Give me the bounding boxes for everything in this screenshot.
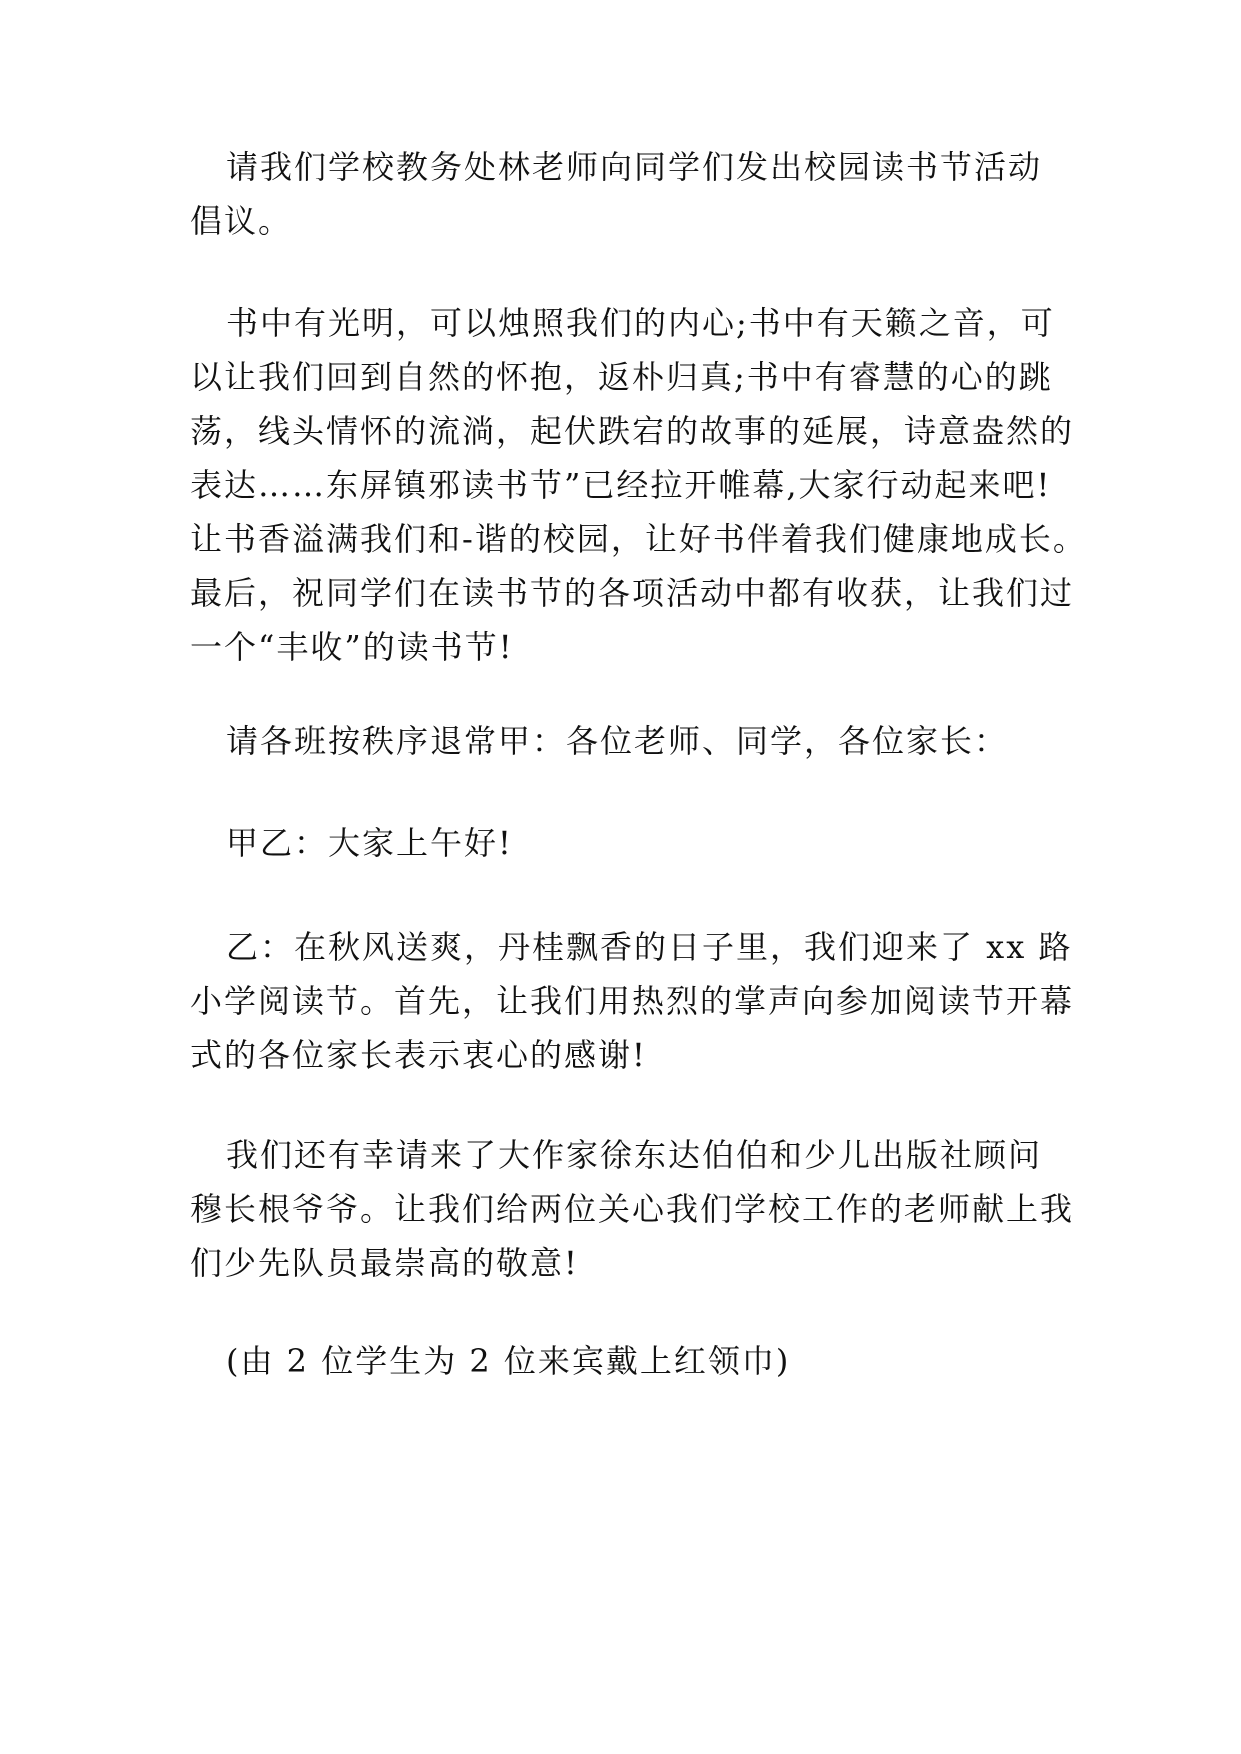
paragraph-greeting [190,816,1056,870]
text-line: 最后，祝同学们在读书节的各项活动中都有收获，让我们过 [190,574,1075,612]
paragraph-invitation [190,140,1056,248]
text-line: 倡议。 [190,202,293,240]
text-line: 请各班按秩序退常甲：各位老师、同学，各位家长： [226,722,1009,760]
text-line: 小学阅读节。首先，让我们用热烈的掌声向参加阅读节开幕 [190,982,1075,1020]
text-line: 荡，线头情怀的流淌，起伏跌宕的故事的延展，诗意盎然的 [190,412,1075,450]
paragraph-opening [190,920,1075,1082]
text-line: 们少先队员最崇高的敬意! [190,1244,579,1282]
paragraph-reading-festival [190,296,1087,674]
paragraph-guests [190,1128,1075,1290]
text-line: 书中有光明，可以烛照我们的内心;书中有天籁之音，可 [226,304,1055,342]
text-line: 请我们学校教务处林老师向同学们发出校园读书节活动 [226,148,1043,186]
text-line: 以让我们回到自然的怀抱，返朴归真;书中有睿慧的心的跳 [190,358,1053,396]
text-line: 甲乙：大家上午好! [226,824,513,862]
text-line: 一个“丰收”的读书节! [190,628,514,666]
text-line: 让书香溢满我们和-谐的校园，让好书伴着我们健康地成长。 [190,520,1087,558]
text-line: 我们还有幸请来了大作家徐东达伯伯和少儿出版社顾问 [226,1136,1043,1174]
text-line: 穆长根爷爷。让我们给两位关心我们学校工作的老师献上我 [190,1190,1075,1228]
text-line: 式的各位家长表示衷心的感谢! [190,1036,647,1074]
text-line: 表达……东屏镇邪读书节”已经拉开帷幕,大家行动起来吧! [190,466,1052,504]
paragraph-stage-direction [190,1334,1056,1388]
text-line: 乙：在秋风送爽，丹桂飘香的日子里，我们迎来了 xx 路 [226,928,1073,966]
paragraph-dismissal [190,714,1056,768]
text-line: (由 2 位学生为 2 位来宾戴上红领巾) [226,1342,791,1380]
